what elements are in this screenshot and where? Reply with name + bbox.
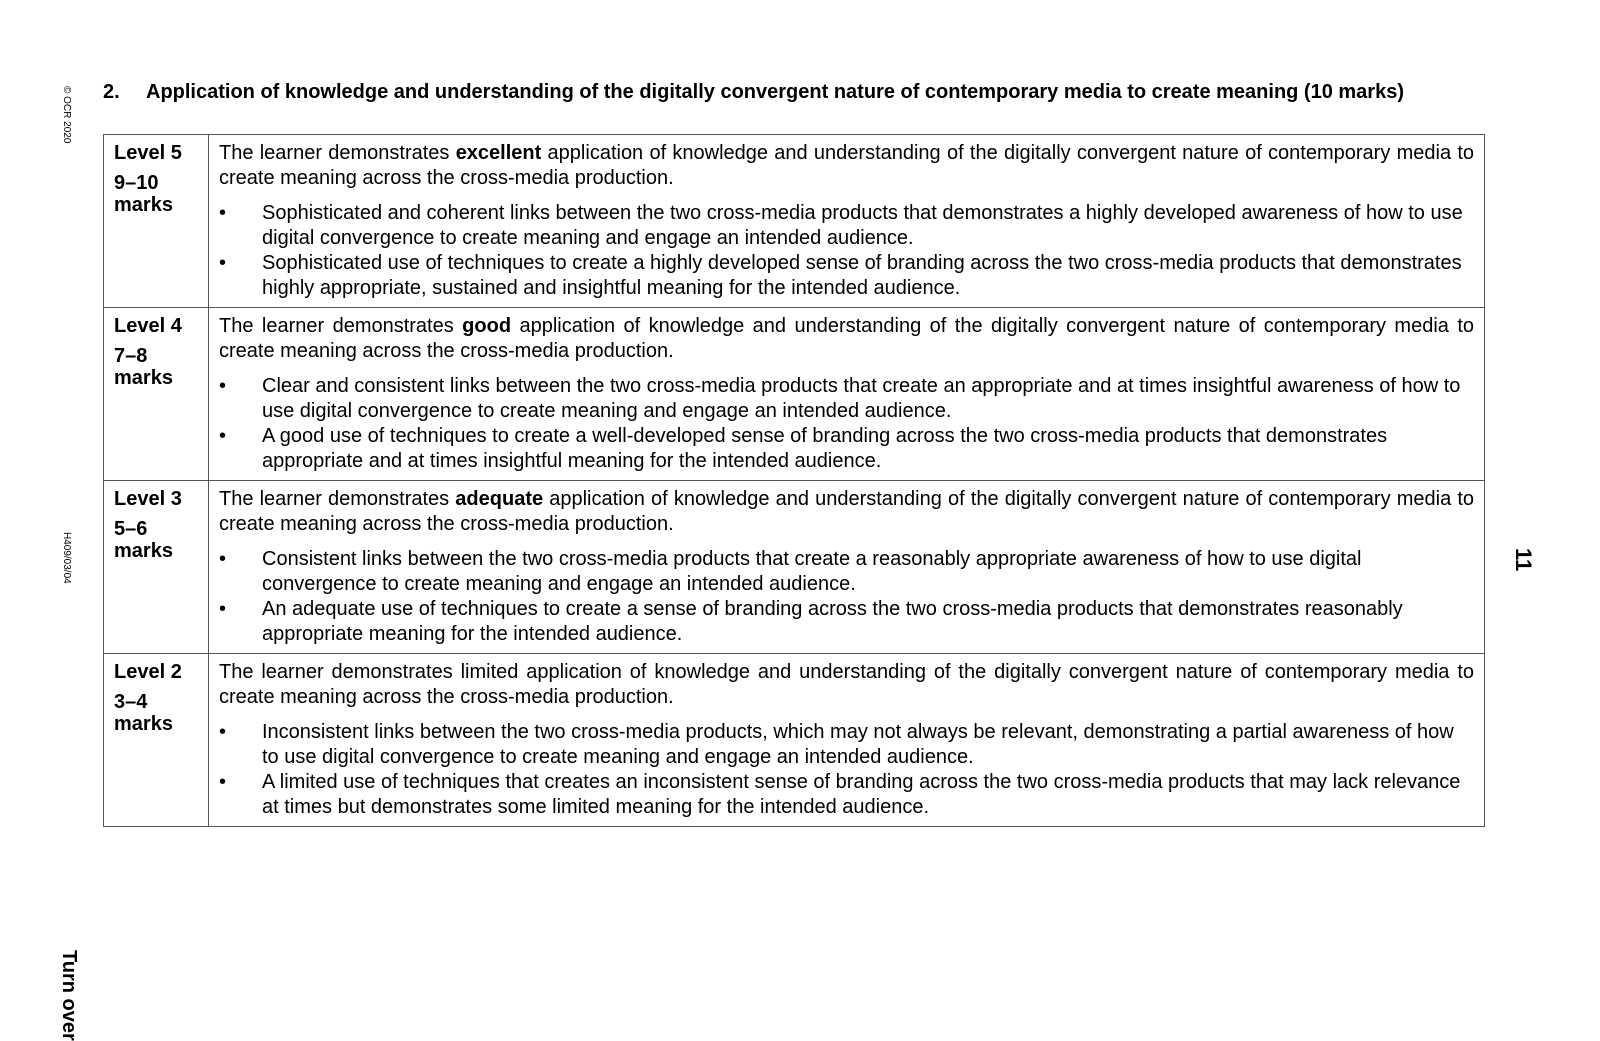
- list-item-text: A good use of techniques to create a well-developed sense of branding across the two cross-media products that demonstrates appropriate and at times insightful meaning for the intended audience.: [262, 425, 1388, 472]
- list-item: [219, 547, 1474, 597]
- section-title: Application of knowledge and understanding of the digitally convergent nature of contemporary media to create meaning (10 marks): [146, 81, 1404, 103]
- descriptor-intro: [219, 314, 1474, 364]
- list-item-text: Inconsistent links between the two cross-media products, which may not always be relevant, demonstrating a partial awareness of how to use digital convergence to create meaning and engage an intended audience.: [262, 721, 1454, 768]
- descriptor-list: [219, 201, 1474, 301]
- descriptor-intro: [219, 487, 1474, 537]
- list-item: [219, 374, 1474, 424]
- level-name: Level 4: [114, 315, 182, 337]
- list-item: [219, 770, 1474, 820]
- descriptor-list: [219, 720, 1474, 820]
- list-item-text: Consistent links between the two cross-media products that create a reasonably appropriate awareness of how to use digital convergence to create meaning and engage an intended audience.: [262, 548, 1362, 595]
- level-name: Level 3: [114, 488, 182, 510]
- intro-emphasis: adequate: [455, 488, 544, 510]
- marking-criteria-table: [103, 134, 1485, 827]
- table-row-level-5: [104, 135, 1485, 308]
- mark-range: 5–6: [114, 518, 148, 540]
- descriptor-intro: [219, 660, 1474, 710]
- marks-label: marks: [114, 367, 173, 389]
- intro-text: The learner demonstrates: [219, 142, 456, 164]
- descriptor-cell: [209, 481, 1485, 654]
- list-item-text: Sophisticated use of techniques to create a highly developed sense of branding across the two cross-media products that demonstrates highly appropriate, sustained and insightful meaning for the intended audience.: [262, 252, 1462, 299]
- turn-over-label: Turn over: [58, 950, 80, 1041]
- table-row-level-2: [104, 654, 1485, 827]
- intro-text: The learner demonstrates: [219, 315, 463, 337]
- level-name: Level 2: [114, 661, 182, 683]
- intro-text: The learner demonstrates: [219, 488, 456, 510]
- page-number: 11: [1511, 548, 1536, 572]
- bullet-icon: •: [219, 598, 227, 620]
- marks-label: marks: [114, 713, 173, 735]
- intro-emphasis: good: [462, 315, 512, 337]
- list-item: [219, 597, 1474, 647]
- bullet-icon: •: [219, 548, 227, 570]
- descriptor-intro: [219, 141, 1474, 191]
- descriptor-cell: [209, 135, 1485, 308]
- mark-range: 9–10: [114, 172, 159, 194]
- intro-text: The learner demonstrates limited application of knowledge and understanding of the digitally convergent nature of contemporary media to create meaning across the cross-media production.: [219, 661, 1474, 708]
- intro-text: application of knowledge and understanding of the digitally convergent nature of contemporary media to create meaning across the cross-media production.: [219, 488, 1475, 535]
- bullet-icon: •: [219, 375, 227, 397]
- list-item-text: An adequate use of techniques to create a sense of branding across the two cross-media products that demonstrates reasonably appropriate meaning for the intended audience.: [262, 598, 1403, 645]
- descriptor-cell: [209, 308, 1485, 481]
- intro-text: application of knowledge and understanding of the digitally convergent nature of contemporary media to create meaning across the cross-media production.: [219, 315, 1475, 362]
- mark-range: 3–4: [114, 691, 148, 713]
- intro-text: application of knowledge and understanding of the digitally convergent nature of contemporary media to create meaning across the cross-media production.: [219, 142, 1475, 189]
- level-name: Level 5: [114, 142, 182, 164]
- level-cell: [104, 308, 209, 481]
- bullet-icon: •: [219, 202, 227, 224]
- list-item-text: Clear and consistent links between the two cross-media products that create an appropriate and at times insightful awareness of how to use digital convergence to create meaning and engage an intended audience.: [262, 375, 1461, 422]
- marks-label: marks: [114, 540, 173, 562]
- bullet-icon: •: [219, 771, 227, 793]
- intro-emphasis: excellent: [455, 142, 542, 164]
- level-cell: [104, 654, 209, 827]
- list-item: [219, 424, 1474, 474]
- section-number: 2.: [103, 81, 120, 103]
- paper-code: H409/03/04: [61, 532, 72, 584]
- list-item-text: Sophisticated and coherent links between the two cross-media products that demonstrates a highly developed awareness of how to use digital convergence to create meaning and engage an intended audience.: [262, 202, 1463, 249]
- descriptor-list: [219, 374, 1474, 474]
- descriptor-cell: [209, 654, 1485, 827]
- list-item: [219, 251, 1474, 301]
- copyright-notice: © OCR 2020: [61, 86, 72, 144]
- list-item: [219, 720, 1474, 770]
- list-item: [219, 201, 1474, 251]
- table-row-level-3: [104, 481, 1485, 654]
- marks-label: marks: [114, 194, 173, 216]
- mark-range: 7–8: [114, 345, 148, 367]
- table-row-level-4: [104, 308, 1485, 481]
- list-item-text: A limited use of techniques that creates an inconsistent sense of branding across the two cross-media products that may lack relevance at times but demonstrates some limited meaning for the intended audience.: [262, 771, 1461, 818]
- bullet-icon: •: [219, 721, 227, 743]
- level-cell: [104, 481, 209, 654]
- descriptor-list: [219, 547, 1474, 647]
- bullet-icon: •: [219, 425, 227, 447]
- section-heading: [103, 81, 1404, 104]
- bullet-icon: •: [219, 252, 227, 274]
- level-cell: [104, 135, 209, 308]
